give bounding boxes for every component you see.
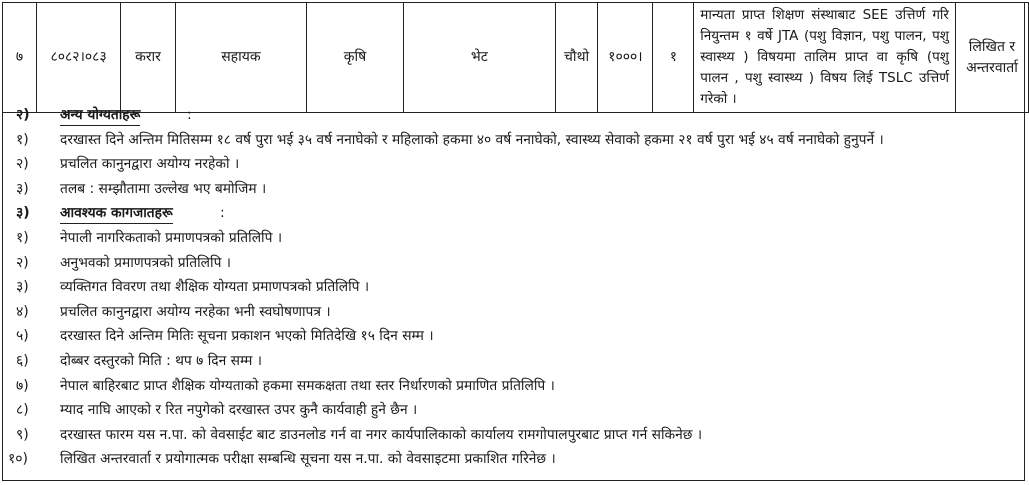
item-number: १)	[16, 131, 29, 148]
qualification-cell: मान्यता प्राप्त शिक्षण संस्थाबाट SEE उत्तिर्ण गरि नियुन्तम १ वर्षे JTA (पशु विज्ञान, पशु पालन, पशु स्वास्थ्य ) विषयमा तालिम प्राप्त वा कृषि (पशु पालन , पशु स्वास्थ्य ) विषय लिई TSLC उत्तिर्ण गरेको ।	[694, 3, 956, 113]
item-number: १)	[16, 229, 29, 246]
item-number: ३)	[16, 180, 29, 197]
contract-type-cell: करार	[121, 3, 176, 113]
item-text: दरखास्त दिने अन्तिम मितिः सूचना प्रकाशन भएको मितिदेखि १५ दिन सम्म ।	[60, 328, 434, 345]
heading-colon: :	[187, 107, 192, 123]
item-text: प्रचलित कानुनद्वारा अयोग्य नरहेका भनी स्वघोषणापत्र ।	[60, 303, 331, 320]
list-item	[2, 324, 1025, 349]
vacancy-table	[2, 2, 1029, 113]
list-item	[2, 177, 1025, 202]
section-number: २)	[16, 107, 30, 123]
item-number: ४)	[16, 303, 29, 320]
item-text: व्यक्तिगत विवरण तथा शैक्षिक योग्यता प्रमाणपत्रको प्रतिलिपि ।	[60, 279, 370, 296]
item-text: दरखास्त दिने अन्तिम मितिसम्म १८ वर्ष पुरा भई ३५ वर्ष ननाघेको र महिलाको हकमा ४० वर्ष ननाघेको, स्वास्थ्य सेवाको हकमा २१ वर्ष पुरा भई ४५ वर्ष ननाघेको हुनुपर्ने ।	[60, 131, 884, 148]
list-item	[2, 398, 1025, 423]
section-heading	[2, 201, 1025, 226]
item-text: लिखित अन्तरवार्ता र प्रयोगात्मक परीक्षा सम्बन्धि सूचना यस न.पा. को वेवसाइटमा प्रकाशित गरिनेछ ।	[60, 451, 556, 468]
list-item	[2, 275, 1025, 300]
table-row	[3, 3, 1029, 113]
item-number: ६)	[16, 352, 29, 369]
service-cell: कृषि	[306, 3, 403, 113]
list-item	[2, 226, 1025, 251]
item-number: २)	[16, 254, 29, 271]
item-text: म्याद नाघि आएको र रित नपुगेको दरखास्त उपर कुनै कार्यवाही हुने छैन ।	[60, 402, 418, 419]
item-number: १०)	[8, 451, 29, 468]
list-item	[2, 374, 1025, 399]
item-text: नेपाली नागरिकताको प्रमाणपत्रको प्रतिलिपि ।	[60, 229, 283, 246]
section-title: आवश्यक कागजातहरू	[60, 203, 173, 224]
item-text: नेपाल बाहिरबाट प्राप्त शैक्षिक योग्यताको हकमा समकक्षता तथा स्तर निर्धारणको प्रमाणित प्रतिलिपि ।	[60, 377, 555, 394]
item-number: ९)	[16, 426, 29, 443]
list-item	[2, 349, 1025, 374]
exam-type-cell: लिखित र अन्तरवार्ता	[955, 3, 1028, 113]
list-item	[2, 300, 1025, 325]
item-text: तलब : सम्झौतामा उल्लेख भए बमोजिम ।	[60, 180, 267, 197]
item-text: प्रचलित कानुनद्वारा अयोग्य नरहेको ।	[60, 156, 240, 173]
section-number: ३)	[16, 205, 30, 222]
item-number: ३)	[16, 279, 29, 296]
item-number: २)	[16, 156, 29, 173]
item-text: दरखास्त फारम यस न.पा. को वेवसाईट बाट डाउनलोड गर्न वा नगर कार्यपालिकाको कार्यालय रामगोपालपुरबाट प्राप्त गर्न सकिनेछ ।	[60, 426, 703, 443]
count-cell: १	[653, 3, 694, 113]
group-cell: भेट	[403, 3, 555, 113]
post-cell: सहायक	[175, 3, 306, 113]
list-item	[2, 128, 1025, 153]
item-text: दोब्बर दस्तुरको मिति : थप ७ दिन सम्म ।	[60, 352, 262, 369]
list-item	[2, 423, 1025, 448]
list-item	[2, 152, 1025, 177]
fee-cell: १०००।	[598, 3, 653, 113]
requirements-section	[2, 103, 1025, 472]
item-number: ७)	[16, 377, 29, 394]
heading-colon: :	[220, 205, 225, 222]
level-cell: चौथो	[555, 3, 598, 113]
section-title: अन्य योग्यताहरू	[60, 105, 140, 126]
item-number: ८)	[16, 402, 29, 419]
list-item	[2, 251, 1025, 276]
section-heading	[2, 103, 1025, 128]
item-number: ५)	[16, 328, 29, 345]
list-item	[2, 447, 1025, 472]
serial-cell: ७	[3, 3, 37, 113]
code-cell: ८०८२।०८३	[37, 3, 121, 113]
item-text: अनुभवको प्रमाणपत्रको प्रतिलिपि ।	[60, 254, 232, 271]
